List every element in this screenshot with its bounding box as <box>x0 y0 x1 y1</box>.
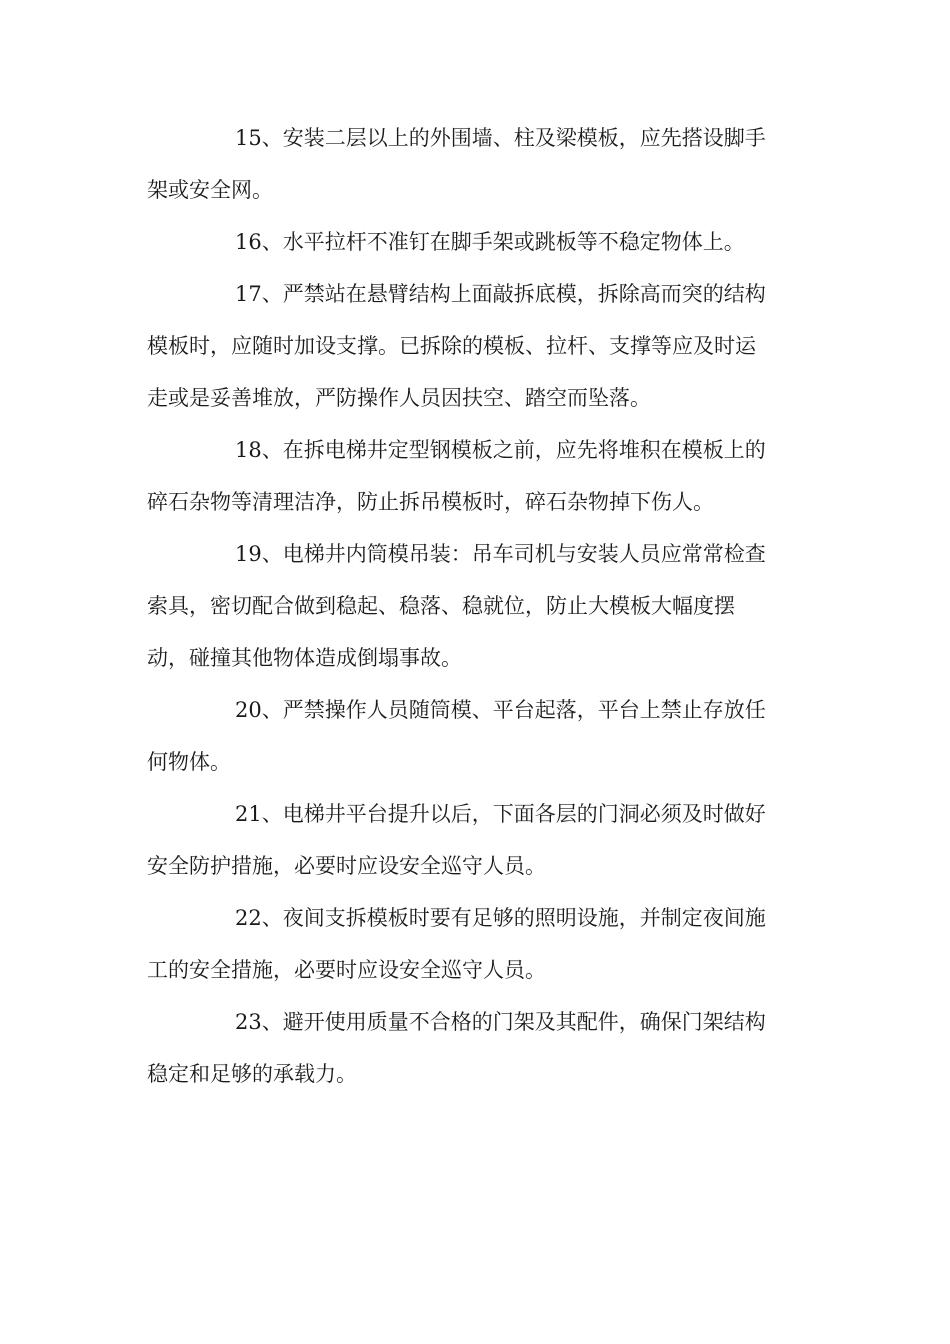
clause-line: 安全防护措施，必要时应设安全巡守人员。 <box>147 854 546 878</box>
clause-line: 22、夜间支拆模板时要有足够的照明设施，并制定夜间施 <box>235 906 766 930</box>
clause-22 <box>147 892 797 996</box>
clause-line: 动，碰撞其他物体造成倒塌事故。 <box>147 646 462 670</box>
clause-16 <box>147 216 797 268</box>
clause-line: 稳定和足够的承载力。 <box>147 1062 357 1086</box>
clause-line: 15、安装二层以上的外围墙、柱及梁模板，应先搭设脚手 <box>235 126 766 150</box>
clause-line: 23、避开使用质量不合格的门架及其配件，确保门架结构 <box>235 1010 766 1034</box>
clause-line: 20、严禁操作人员随筒模、平台起落，平台上禁止存放任 <box>235 698 766 722</box>
clause-line: 何物体。 <box>147 750 231 774</box>
clause-line: 碎石杂物等清理洁净，防止拆吊模板时，碎石杂物掉下伤人。 <box>147 490 714 514</box>
clause-21 <box>147 788 797 892</box>
clause-line: 工的安全措施，必要时应设安全巡守人员。 <box>147 958 546 982</box>
clause-19 <box>147 528 797 684</box>
clause-18 <box>147 424 797 528</box>
clause-line: 走或是妥善堆放，严防操作人员因扶空、踏空而坠落。 <box>147 386 651 410</box>
clause-line: 21、电梯井平台提升以后，下面各层的门洞必须及时做好 <box>235 802 766 826</box>
clause-line: 19、电梯井内筒模吊装：吊车司机与安装人员应常常检查 <box>235 542 766 566</box>
clause-line: 16、水平拉杆不准钉在脚手架或跳板等不稳定物体上。 <box>235 230 745 254</box>
clause-line: 索具，密切配合做到稳起、稳落、稳就位，防止大模板大幅度摆 <box>147 594 735 618</box>
clause-23 <box>147 996 797 1100</box>
clause-20 <box>147 684 797 788</box>
clause-line: 17、严禁站在悬臂结构上面敲拆底模，拆除高而突的结构 <box>235 282 766 306</box>
clause-line: 架或安全网。 <box>147 178 273 202</box>
clause-line: 18、在拆电梯井定型钢模板之前，应先将堆积在模板上的 <box>235 438 766 462</box>
document-body <box>147 112 797 1100</box>
clause-15 <box>147 112 797 216</box>
clause-line: 模板时，应随时加设支撑。已拆除的模板、拉杆、支撑等应及时运 <box>147 334 756 358</box>
clause-17 <box>147 268 797 424</box>
